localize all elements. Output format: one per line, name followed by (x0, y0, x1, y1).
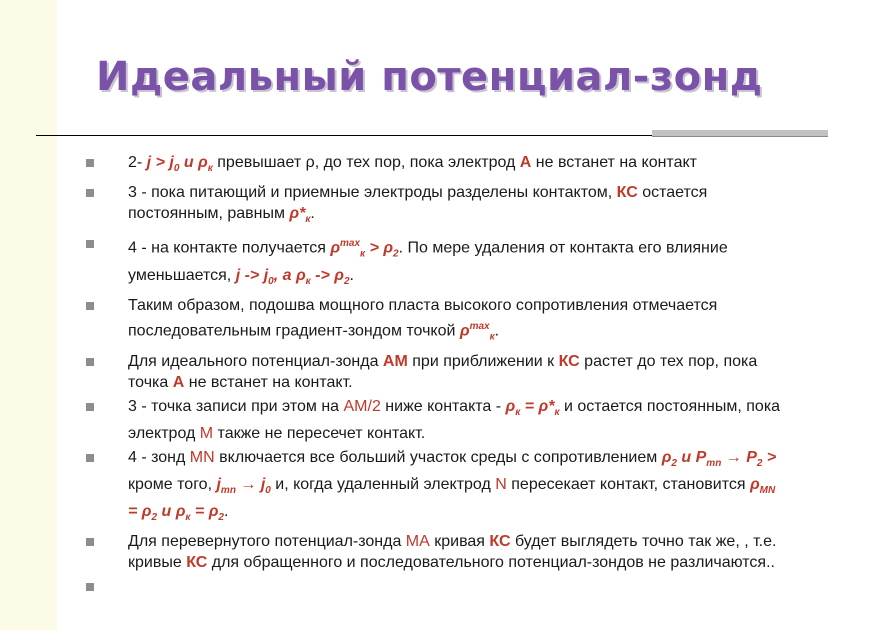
bullet-text-segment: кроме того, (128, 475, 217, 493)
bullet-text-segment: Таким образом, подошва мощного пласта высокого сопротивления отмечается последовательным градиент-зондом точкой (128, 297, 718, 340)
bullet-text-segment: j (146, 154, 152, 171)
bullet-text-segment: -> ρ (310, 266, 344, 284)
bullet-text-segment: j (169, 154, 174, 171)
bullet-text-segment: КС (616, 184, 638, 202)
bullet-text-segment: А (172, 373, 185, 391)
bullet-item (86, 152, 786, 179)
bullet-item (86, 233, 786, 292)
bullet-text-segment: и (676, 448, 696, 466)
bullet-square-icon (86, 583, 94, 591)
bullet-text-segment: ρ (295, 266, 306, 284)
bullet-text-segment: ρ (198, 154, 208, 171)
bullet-text-segment: . По мере удаления от контакта его влияние уменьшается, (128, 239, 728, 284)
bullet-text-segment: ρ (175, 503, 186, 521)
bullet-text-segment: ρ (459, 322, 470, 340)
bullet-text-segment: j (260, 475, 266, 493)
bullet-text-segment: > ρ (365, 239, 394, 257)
bullet-text-segment: ρ (749, 475, 760, 493)
bullet-text-segment: к (185, 512, 191, 524)
bullet-text-segment: к (360, 248, 366, 260)
bullet-text-segment: , а (273, 266, 296, 284)
bullet-text-segment: = ρ* (520, 397, 555, 415)
bullet-text-segment: . (494, 322, 500, 340)
bullet-text-segment: 0 (265, 485, 271, 497)
bullet-text-segment: mn (706, 457, 722, 469)
bullet-text-segment: будет выглядеть точно так же, , т.е. кривые (128, 533, 777, 572)
bullet-text-segment: ρ* (289, 205, 306, 223)
bullet-text-segment: также не пересечет контакт. (213, 424, 426, 442)
bullet-text-segment: Для перевернутого потенциал-зонда (128, 533, 406, 551)
bullet-text-segment: и (179, 154, 199, 171)
bullet-text-segment: . (310, 205, 315, 223)
bullet-item (86, 576, 786, 597)
bullet-text-segment: превышает ρ, до тех пор, пока электрод (212, 154, 520, 171)
slide-title: Идеальный потенциал-зонд (96, 54, 763, 100)
bullet-text-segment: 3 - пока питающий и приемные электроды разделены контактом, (128, 184, 617, 202)
bullet-text-segment: остается постоянным, равным (128, 184, 708, 223)
bullet-text-segment: 2 (671, 457, 677, 469)
bullet-square-icon (86, 159, 94, 167)
bullet-text-segment: к (305, 276, 311, 288)
bullet-text-segment: к (489, 331, 495, 343)
bullet-text-segment: кривая (429, 533, 490, 551)
bullet-text-segment: P (695, 448, 707, 466)
bullet-text-segment: и, когда удаленный электрод (270, 475, 496, 493)
bullet-item (86, 396, 786, 444)
bullet-text-segment: mn (220, 485, 236, 497)
title-divider-accent-shadow (652, 136, 828, 137)
bullet-text-segment: MN (759, 485, 776, 497)
bullet-text-segment: → (721, 448, 747, 466)
bullet-text-segment: 4 - на контакте получается (128, 239, 331, 257)
bullet-text-segment: 2 (343, 276, 350, 288)
bullet-square-icon (86, 189, 94, 197)
bullet-text-segment: 2 (151, 512, 158, 524)
bullet-item (86, 531, 786, 573)
bullet-text-segment: к (515, 406, 521, 418)
bullet-text-segment: → (235, 475, 261, 493)
bullet-text-segment: включается все больший участок среды с сопротивлением (214, 448, 662, 466)
bullet-text-segment: j (216, 475, 221, 493)
bullet-text-segment: АМ (382, 352, 408, 370)
bullet-text-segment: пересекает контакт, становится (506, 475, 750, 493)
bullet-text-segment: ρ (505, 397, 516, 415)
bullet-text-segment: 0 (173, 163, 180, 175)
bullet-text-segment: 2- (128, 154, 147, 171)
bullet-text-segment: max (340, 238, 361, 250)
bullet-text-segment: КС (558, 352, 580, 370)
bullet-text-segment: > (151, 154, 170, 171)
bullet-text-segment: N (495, 475, 507, 493)
bullet-text-segment: М (199, 424, 214, 442)
bullet-text-segment: не встанет на контакт (531, 154, 697, 171)
bullet-item (86, 295, 786, 348)
bullet-text-segment: j (263, 266, 269, 284)
bullet-text-segment: при приближении к (407, 352, 559, 370)
bullet-text-segment: -> (240, 266, 264, 284)
bullet-text-segment: к (554, 406, 560, 418)
bullet-text-segment: = ρ (128, 503, 152, 521)
bullet-text-segment: не встанет на контакт. (184, 373, 353, 391)
bullet-text-segment: МА (405, 533, 430, 551)
bullet-square-icon (86, 358, 94, 366)
bullet-text-segment: 2 (393, 248, 399, 260)
bullet-text-segment: . (349, 266, 354, 284)
bullet-text-segment: АМ/2 (343, 397, 381, 415)
bullet-text-segment: = ρ (190, 503, 219, 521)
bullet-text-segment: P (746, 448, 757, 466)
bullet-text-segment: растет до тех пор, пока точка (128, 352, 758, 391)
bullet-text-segment: Для идеального потенциал-зонда (128, 352, 383, 370)
bullet-text-segment: А (519, 154, 532, 171)
bullet-square-icon (86, 240, 94, 248)
bullet-item (86, 447, 786, 529)
bullet-text-segment: 2 (218, 512, 224, 524)
bullet-text-segment: к (207, 163, 213, 175)
bullet-square-icon (86, 302, 94, 310)
title-divider-line (36, 135, 656, 136)
bullet-square-icon (86, 538, 94, 546)
bullet-text-segment: > (762, 448, 777, 466)
bullet-text-segment: КС (489, 533, 511, 551)
bullet-text-segment: max (469, 321, 490, 333)
bullet-text-segment: ρ (661, 448, 672, 466)
bullet-item (86, 182, 786, 230)
bullet-list (86, 152, 786, 600)
bullet-text-segment: ρ (330, 239, 341, 257)
bullet-text-segment: и остается постоянным, пока электрод (128, 397, 781, 442)
bullet-square-icon (86, 403, 94, 411)
bullet-text-segment: 2 (756, 457, 763, 469)
bullet-text-segment: к (305, 214, 311, 226)
bullet-text-segment: 3 - точка записи при этом на (128, 397, 344, 415)
bullet-text-segment: 4 - зонд (128, 448, 190, 466)
bullet-text-segment: и (157, 503, 176, 521)
bullet-item (86, 351, 786, 393)
bullet-square-icon (86, 454, 94, 462)
bullet-text-segment: ниже контакта - (380, 397, 506, 415)
left-accent-bar (0, 0, 57, 630)
bullet-text-segment: КС (186, 554, 208, 572)
bullet-text-segment: MN (189, 448, 215, 466)
bullet-text-segment: 0 (268, 276, 274, 288)
bullet-text-segment: j (235, 266, 241, 284)
bullet-text-segment: . (223, 503, 229, 521)
bullet-text-segment: для обращенного и последовательного потенциал-зондов не различаются.. (207, 554, 775, 572)
